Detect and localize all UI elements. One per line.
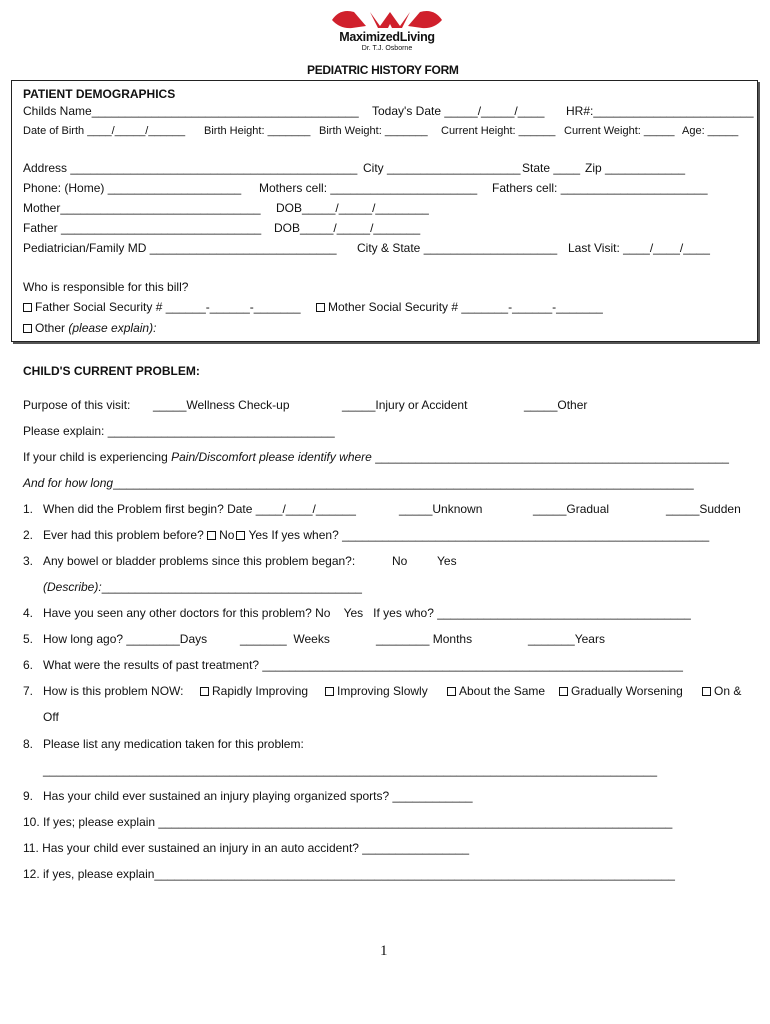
q7-checkbox[interactable]	[200, 687, 209, 696]
mother-ss-option[interactable]	[316, 300, 603, 314]
q7-checkbox[interactable]	[702, 687, 711, 696]
pain-duration-field[interactable]	[23, 476, 694, 490]
q10-field[interactable]: 10. If yes; please explain _____________________________________________________________________________	[23, 815, 673, 829]
other-payer-label: Other	[35, 321, 66, 335]
q8-number: 8.	[23, 737, 34, 751]
q7-off-label: Off	[43, 710, 59, 724]
q2-yes-label: Yes	[248, 528, 269, 542]
childs-name-field[interactable]: Childs Name________________________________________	[23, 104, 359, 118]
city-state-field[interactable]: City & State ____________________	[357, 241, 558, 255]
pain-prefix: If your child is experiencing	[23, 450, 168, 464]
q7-checkbox[interactable]	[325, 687, 334, 696]
current-height-field[interactable]: Current Height: ______	[441, 125, 556, 137]
bill-question: Who is responsible for this bill?	[23, 280, 189, 294]
state-field[interactable]: State ____	[522, 161, 581, 175]
q7-checkbox[interactable]	[447, 687, 456, 696]
hr-number-field[interactable]: HR#:________________________	[566, 104, 754, 118]
purpose-injury-option[interactable]: _____Injury or Accident	[342, 398, 468, 412]
q3-describe-field[interactable]	[43, 580, 362, 594]
father-ss-checkbox[interactable]	[23, 303, 32, 312]
todays-date-field[interactable]: Today's Date _____/_____/____	[372, 104, 545, 118]
pain-line: _____________________________________________________	[375, 450, 729, 464]
q6-field[interactable]: What were the results of past treatment? _______________________________________________________________	[43, 658, 683, 672]
q6-number: 6.	[23, 658, 34, 672]
q11-field[interactable]: 11. Has your child ever sustained an injury in an auto accident? ________________	[23, 841, 470, 855]
father-ss-option[interactable]	[23, 300, 301, 314]
mother-field[interactable]: Mother______________________________	[23, 201, 261, 215]
q7-checkbox[interactable]	[559, 687, 568, 696]
q1-sudden-option[interactable]: _____Sudden	[666, 502, 741, 516]
logo-mark-icon	[330, 8, 444, 30]
q3-question: Any bowel or bladder problems since this problem began?:	[43, 554, 356, 568]
fathers-cell-field[interactable]: Fathers cell: ______________________	[492, 181, 708, 195]
q7-option-about-same[interactable]	[447, 684, 545, 698]
other-payer-explain: (please explain):	[68, 321, 157, 335]
mothers-cell-field[interactable]: Mothers cell: ______________________	[259, 181, 478, 195]
other-payer-checkbox[interactable]	[23, 324, 32, 333]
city-field[interactable]: City ____________________	[363, 161, 521, 175]
please-explain-field[interactable]: Please explain: __________________________________	[23, 424, 335, 438]
q9-field[interactable]: Has your child ever sustained an injury playing organized sports? ____________	[43, 789, 473, 803]
purpose-wellness-option[interactable]: _____Wellness Check-up	[153, 398, 290, 412]
q3-number: 3.	[23, 554, 34, 568]
q1-unknown-option[interactable]: _____Unknown	[399, 502, 483, 516]
q8-medication-field[interactable]: ____________________________________________________________________________________________	[43, 763, 657, 777]
q2-yes-checkbox[interactable]	[236, 531, 245, 540]
q5-weeks-field[interactable]: _______ Weeks	[240, 632, 330, 646]
q7-option-on-off[interactable]	[702, 684, 741, 698]
zip-field[interactable]: Zip ____________	[585, 161, 686, 175]
purpose-other-option[interactable]: _____Other	[524, 398, 588, 412]
birth-height-field[interactable]: Birth Height: _______	[204, 125, 311, 137]
form-title: PEDIATRIC HISTORY FORM	[307, 63, 459, 77]
last-visit-field[interactable]: Last Visit: ____/____/____	[568, 241, 710, 255]
problem-heading: CHILD'S CURRENT PROBLEM:	[23, 364, 200, 378]
demographics-heading: PATIENT DEMOGRAPHICS	[23, 87, 176, 101]
q3-describe-label: (Describe):	[43, 580, 102, 594]
q1-date-field[interactable]: When did the Problem first begin? Date ____/____/______	[43, 502, 356, 516]
pain-italic: Pain/Discomfort please identify where	[171, 450, 372, 464]
q7-option-improving-slowly[interactable]	[325, 684, 428, 698]
current-weight-field[interactable]: Current Weight: _____	[564, 125, 675, 137]
q1-number: 1.	[23, 502, 34, 516]
q7-option-label: Gradually Worsening	[571, 684, 683, 698]
q2-no-label: No	[219, 528, 235, 542]
mother-ss-label: Mother Social Security # _______-______-_______	[328, 300, 603, 314]
q7-option-label: On &	[714, 684, 742, 698]
q2-when-field[interactable]: If yes when? _______________________________________________________	[271, 528, 710, 542]
q5-years-field[interactable]: _______Years	[528, 632, 605, 646]
q7-option-label: Improving Slowly	[337, 684, 428, 698]
maximized-living-logo	[330, 8, 444, 56]
q7-number: 7.	[23, 684, 34, 698]
logo-doctor: Dr. T.J. Osborne	[361, 45, 413, 52]
father-ss-label: Father Social Security # ______-______-_______	[35, 300, 301, 314]
pediatrician-field[interactable]: Pediatrician/Family MD ____________________________	[23, 241, 337, 255]
q8-question: Please list any medication taken for this problem:	[43, 737, 304, 751]
age-field[interactable]: Age: _____	[682, 125, 739, 137]
q9-number: 9.	[23, 789, 34, 803]
q2-no-checkbox[interactable]	[207, 531, 216, 540]
address-field[interactable]: Address ___________________________________________	[23, 161, 358, 175]
q2-number: 2.	[23, 528, 34, 542]
purpose-label: Purpose of this visit:	[23, 398, 131, 412]
q4-number: 4.	[23, 606, 34, 620]
q3-no-option[interactable]: No	[392, 554, 408, 568]
q7-question: How is this problem NOW:	[43, 684, 184, 698]
q5-days-field[interactable]: How long ago? ________Days	[43, 632, 208, 646]
q2-question: Ever had this problem before?	[43, 528, 204, 542]
mother-ss-checkbox[interactable]	[316, 303, 325, 312]
logo-name: MaximizedLiving	[339, 30, 435, 44]
how-long-label: And for how long	[23, 476, 114, 490]
pain-location-field[interactable]	[23, 450, 729, 464]
page-number: 1	[380, 943, 388, 959]
q7-option-gradually-worsening[interactable]	[559, 684, 683, 698]
q4-field[interactable]: Have you seen any other doctors for this problem? No Yes If yes who? ______________________________________	[43, 606, 691, 620]
other-payer-option[interactable]	[23, 321, 156, 335]
father-field[interactable]: Father ______________________________	[23, 221, 262, 235]
mother-dob-field[interactable]: DOB_____/_____/________	[276, 201, 429, 215]
q7-option-label: Rapidly Improving	[212, 684, 309, 698]
q3-yes-option[interactable]: Yes	[437, 554, 457, 568]
q5-number: 5.	[23, 632, 34, 646]
q12-field[interactable]: 12. if yes, please explain______________________________________________________________________________	[23, 867, 675, 881]
q7-option-label: About the Same	[459, 684, 546, 698]
date-of-birth-field[interactable]: Date of Birth ____/_____/______	[23, 125, 186, 137]
home-phone-field[interactable]: Phone: (Home) ____________________	[23, 181, 242, 195]
birth-weight-field[interactable]: Birth Weight: _______	[319, 125, 428, 137]
q7-option-rapidly-improving[interactable]	[200, 684, 308, 698]
q2-row	[43, 528, 709, 542]
q5-months-field[interactable]: ________ Months	[376, 632, 473, 646]
how-long-line: _______________________________________________________________________________________	[113, 476, 694, 490]
father-dob-field[interactable]: DOB_____/_____/_______	[274, 221, 421, 235]
q3-describe-line: _______________________________________	[101, 580, 362, 594]
q1-gradual-option[interactable]: _____Gradual	[533, 502, 610, 516]
